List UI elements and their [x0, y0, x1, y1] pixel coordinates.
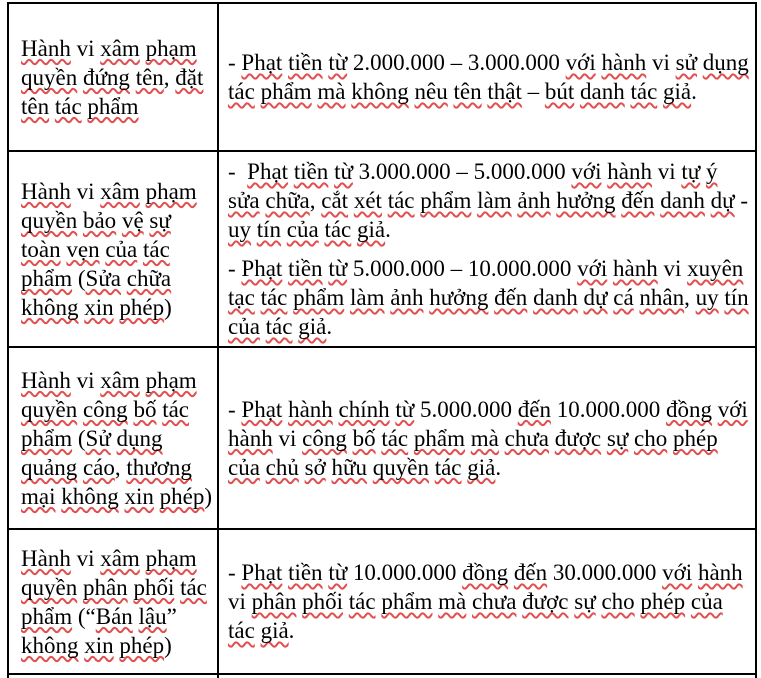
- misspelled-word: của: [286, 217, 319, 242]
- misspelled-word: bố: [133, 396, 157, 422]
- misspelled-word: tác: [228, 79, 255, 104]
- misspelled-word: với: [565, 50, 596, 75]
- misspelled-word: thương: [126, 454, 192, 480]
- misspelled-word: phép: [119, 632, 165, 658]
- misspelled-word: Hành: [21, 367, 71, 393]
- misspelled-word: dụng: [116, 425, 163, 451]
- table-row-cutoff: [8, 674, 756, 678]
- misspelled-word: từ: [395, 396, 415, 422]
- penalty-cell: [218, 3, 756, 151]
- misspelled-word: đến: [517, 396, 551, 422]
- misspelled-word: làm: [349, 285, 385, 310]
- misspelled-word: quyền: [372, 454, 429, 480]
- misspelled-word: phép: [119, 294, 165, 320]
- misspelled-word: giả: [663, 79, 692, 104]
- misspelled-word: phẩm: [21, 425, 73, 451]
- misspelled-word: từ: [328, 560, 348, 585]
- misspelled-word: hành: [288, 396, 333, 422]
- misspelled-word: xin: [124, 483, 154, 509]
- misspelled-word: từ: [328, 256, 348, 281]
- misspelled-word: tác: [387, 188, 415, 213]
- misspelled-word: phẩm: [381, 589, 433, 614]
- misspelled-word: cho: [634, 425, 668, 451]
- misspelled-word: lậu: [138, 603, 167, 629]
- empty-cell: [8, 674, 218, 678]
- misspelled-word: phép: [159, 483, 205, 509]
- misspelled-word: phẩm: [413, 425, 465, 451]
- misspelled-word: phép: [672, 425, 718, 451]
- misspelled-word: tác: [434, 454, 462, 480]
- misspelled-word: của: [228, 314, 260, 339]
- misspelled-word: tác: [162, 396, 189, 422]
- misspelled-word: nhân: [639, 285, 685, 310]
- penalty-text: - Phạt hành chính từ 5.000.000 đến 10.000.000 đồng với hành vi công bố tác phẩm mà chưa được sự cho phép của chủ sở hữu quyền tác giả.: [228, 396, 748, 480]
- misspelled-word: cá: [613, 285, 634, 310]
- penalty-text: - Phạt tiền từ 5.000.000 – 10.000.000 với hành vi xuyên tạc tác phẩm làm ảnh hưởng đến danh dự cá nhân, uy tín của tác giả.: [228, 256, 749, 339]
- misspelled-word: vẹn: [66, 236, 100, 262]
- misspelled-word: ảnh: [517, 188, 551, 213]
- misspelled-word: giả: [298, 314, 327, 339]
- misspelled-word: hữu: [331, 454, 367, 480]
- table-row: [8, 3, 756, 151]
- misspelled-word: phạm: [145, 545, 197, 571]
- misspelled-word: Hành: [21, 545, 71, 571]
- misspelled-word: tên: [21, 93, 50, 119]
- misspelled-word: xâm: [100, 545, 140, 571]
- misspelled-word: nêu: [414, 79, 448, 104]
- violation-text: Hành vi xâm phạm quyền đứng tên, đặt tên tác phẩm: [21, 35, 204, 119]
- misspelled-word: dự: [710, 188, 735, 213]
- misspelled-word: phạm: [145, 367, 197, 393]
- misspelled-word: uy: [695, 285, 719, 310]
- misspelled-word: được: [522, 589, 569, 614]
- misspelled-word: hành: [228, 425, 273, 451]
- table-row: [8, 529, 756, 674]
- misspelled-word: đặt: [175, 64, 204, 90]
- misspelled-word: đồng: [665, 396, 712, 422]
- misspelled-word: quảng: [21, 454, 78, 480]
- misspelled-word: mà: [470, 425, 499, 451]
- misspelled-word: quyền: [21, 396, 78, 422]
- misspelled-word: vệ: [121, 207, 144, 233]
- misspelled-word: danh: [533, 285, 578, 310]
- misspelled-word: xin: [84, 632, 114, 658]
- penalty-cell: [218, 529, 756, 674]
- misspelled-word: phép: [640, 589, 686, 614]
- misspelled-word: mà: [438, 589, 467, 614]
- misspelled-word: cho: [601, 589, 635, 614]
- misspelled-word: quyền: [21, 207, 78, 233]
- violation-text: Hành vi xâm phạm quyền công bố tác phẩm (Sử dụng quảng cáo, thương mại không xin phép): [21, 367, 213, 509]
- misspelled-word: với: [577, 256, 608, 281]
- misspelled-word: tên: [453, 79, 482, 104]
- misspelled-word: hành: [601, 50, 647, 75]
- misspelled-word: bố: [352, 425, 376, 451]
- misspelled-word: cáo: [82, 454, 115, 480]
- misspelled-word: Hành: [21, 35, 71, 61]
- misspelled-word: phẩm: [87, 93, 139, 119]
- misspelled-word: của: [228, 454, 260, 480]
- misspelled-word: Phạt: [241, 560, 283, 585]
- misspelled-word: đồng: [462, 560, 509, 585]
- misspelled-word: giả: [357, 217, 386, 242]
- violation-text: Hành vi xâm phạm quyền phân phối tác phẩm (“Bán lậu” không xin phép): [21, 545, 207, 658]
- misspelled-word: phẩm: [21, 603, 73, 629]
- misspelled-word: thật: [487, 79, 522, 104]
- misspelled-word: không: [61, 483, 119, 509]
- misspelled-word: phối: [302, 589, 343, 614]
- misspelled-word: tác: [324, 217, 352, 242]
- penalty-text: - Phạt tiền từ 3.000.000 – 5.000.000 với hành vi tự ý sửa chữa, cắt xét tác phẩm làm ảnh hưởng đến danh dự - uy tín của tác giả.: [228, 159, 749, 242]
- misspelled-word: phạm: [145, 178, 197, 204]
- misspelled-word: Phạt: [247, 159, 289, 184]
- misspelled-word: đến: [494, 285, 528, 310]
- misspelled-word: chủ: [265, 454, 299, 480]
- misspelled-word: công: [82, 396, 128, 422]
- table-row: [8, 151, 756, 347]
- misspelled-word: danh: [580, 79, 625, 104]
- penalty-text: - Phạt tiền từ 2.000.000 – 3.000.000 với hành vi sử dụng tác phẩm mà không nêu tên thật – bút danh tác giả.: [228, 50, 749, 104]
- misspelled-word: tự: [681, 159, 701, 184]
- misspelled-word: tác: [260, 285, 288, 310]
- misspelled-word: tác: [630, 79, 658, 104]
- misspelled-word: chính: [338, 396, 390, 422]
- misspelled-word: xâm: [100, 367, 140, 393]
- misspelled-word: bút: [544, 79, 575, 104]
- table-row: [8, 347, 756, 529]
- misspelled-word: được: [554, 425, 602, 451]
- misspelled-word: tín: [724, 285, 749, 310]
- misspelled-word: hành: [612, 256, 658, 281]
- misspelled-word: với: [571, 159, 602, 184]
- misspelled-word: với: [717, 396, 748, 422]
- misspelled-word: phạm: [145, 35, 197, 61]
- misspelled-word: của: [105, 236, 138, 262]
- misspelled-word: không: [21, 632, 79, 658]
- misspelled-word: Bán: [95, 603, 133, 629]
- misspelled-word: sửa: [228, 188, 260, 213]
- misspelled-word: tác: [180, 574, 207, 600]
- misspelled-word: làm: [477, 188, 512, 213]
- misspelled-word: tiền: [293, 159, 329, 184]
- misspelled-word: đến: [513, 560, 548, 585]
- misspelled-word: sự: [606, 425, 629, 451]
- misspelled-word: tiền: [288, 560, 323, 585]
- misspelled-word: xâm: [100, 35, 140, 61]
- misspelled-word: phân: [82, 574, 128, 600]
- misspelled-word: xâm: [100, 178, 140, 204]
- violation-cell: [8, 3, 218, 151]
- misspelled-word: ảnh: [390, 285, 424, 310]
- misspelled-word: ý: [705, 159, 718, 184]
- violation-cell: [8, 347, 218, 529]
- misspelled-word: phối: [133, 574, 175, 600]
- misspelled-word: đứng: [82, 64, 130, 90]
- misspelled-word: từ: [328, 50, 348, 75]
- misspelled-word: giả: [260, 618, 289, 643]
- misspelled-word: xin: [84, 294, 114, 320]
- misspelled-word: sự: [149, 207, 171, 233]
- misspelled-word: hưởng: [429, 285, 489, 310]
- misspelled-word: tác: [381, 425, 409, 451]
- misspelled-word: phẩm: [420, 188, 472, 213]
- misspelled-word: giả: [467, 454, 496, 480]
- misspelled-word: tiền: [288, 50, 323, 75]
- misspelled-word: tạc: [228, 285, 255, 310]
- misspelled-word: cắt: [321, 188, 349, 213]
- misspelled-word: chữa: [126, 265, 172, 291]
- misspelled-word: công: [302, 425, 347, 451]
- misspelled-word: dụng: [702, 50, 749, 75]
- misspelled-word: hưởng: [556, 188, 616, 213]
- misspelled-word: hành: [607, 159, 652, 184]
- misspelled-word: phân: [251, 589, 297, 614]
- misspelled-word: từ: [334, 159, 353, 184]
- misspelled-word: đến: [621, 188, 655, 213]
- misspelled-word: mà: [317, 79, 346, 104]
- misspelled-word: Phạt: [241, 256, 283, 281]
- misspelled-word: Hành: [21, 178, 71, 204]
- misspelled-word: với: [662, 560, 693, 585]
- misspelled-word: tác: [348, 589, 376, 614]
- misspelled-word: tiền: [288, 256, 323, 281]
- misspelled-word: chưa: [504, 425, 549, 451]
- misspelled-word: tín: [256, 217, 282, 242]
- penalty-table: [7, 2, 757, 678]
- misspelled-word: dự: [583, 285, 608, 310]
- misspelled-word: uy: [228, 217, 251, 242]
- violation-cell: [8, 151, 218, 347]
- misspelled-word: tác: [228, 618, 255, 643]
- misspelled-word: không: [351, 79, 409, 104]
- misspelled-word: tác: [265, 314, 293, 339]
- misspelled-word: bảo: [82, 207, 117, 233]
- misspelled-word: sự: [574, 589, 596, 614]
- misspelled-word: Phạt: [241, 396, 283, 422]
- misspelled-word: hành: [697, 560, 743, 585]
- penalty-cell: [218, 151, 756, 347]
- penalty-text: - Phạt tiền từ 10.000.000 đồng đến 30.000.000 với hành vi phân phối tác phẩm mà chưa được sự cho phép của tác giả.: [228, 560, 743, 643]
- misspelled-word: sở: [304, 454, 326, 480]
- misspelled-word: tên: [135, 64, 164, 90]
- misspelled-word: của: [690, 589, 723, 614]
- misspelled-word: không: [21, 294, 79, 320]
- misspelled-word: phẩm: [260, 79, 312, 104]
- misspelled-word: danh: [660, 188, 705, 213]
- empty-cell: [218, 674, 756, 678]
- misspelled-word: xét: [353, 188, 382, 213]
- misspelled-word: phẩm: [293, 285, 345, 310]
- misspelled-word: chữa: [265, 188, 310, 213]
- misspelled-word: chưa: [472, 589, 517, 614]
- table-body: [8, 3, 756, 678]
- misspelled-word: phẩm: [21, 265, 73, 291]
- violation-cell: [8, 529, 218, 674]
- misspelled-word: Phạt: [241, 50, 283, 75]
- misspelled-word: Sử: [85, 425, 111, 451]
- misspelled-word: mại: [21, 483, 56, 509]
- misspelled-word: sử: [675, 50, 698, 75]
- misspelled-word: toàn: [21, 236, 61, 262]
- violation-text: Hành vi xâm phạm quyền bảo vệ sự toàn vẹn của tác phẩm (Sửa chữa không xin phép): [21, 178, 197, 320]
- misspelled-word: Sửa: [85, 265, 121, 291]
- misspelled-word: xuyên: [687, 256, 744, 281]
- misspelled-word: quyền: [21, 64, 78, 90]
- penalty-cell: [218, 347, 756, 529]
- misspelled-word: tác: [143, 236, 170, 262]
- misspelled-word: quyền: [21, 574, 78, 600]
- misspelled-word: tác: [54, 93, 82, 119]
